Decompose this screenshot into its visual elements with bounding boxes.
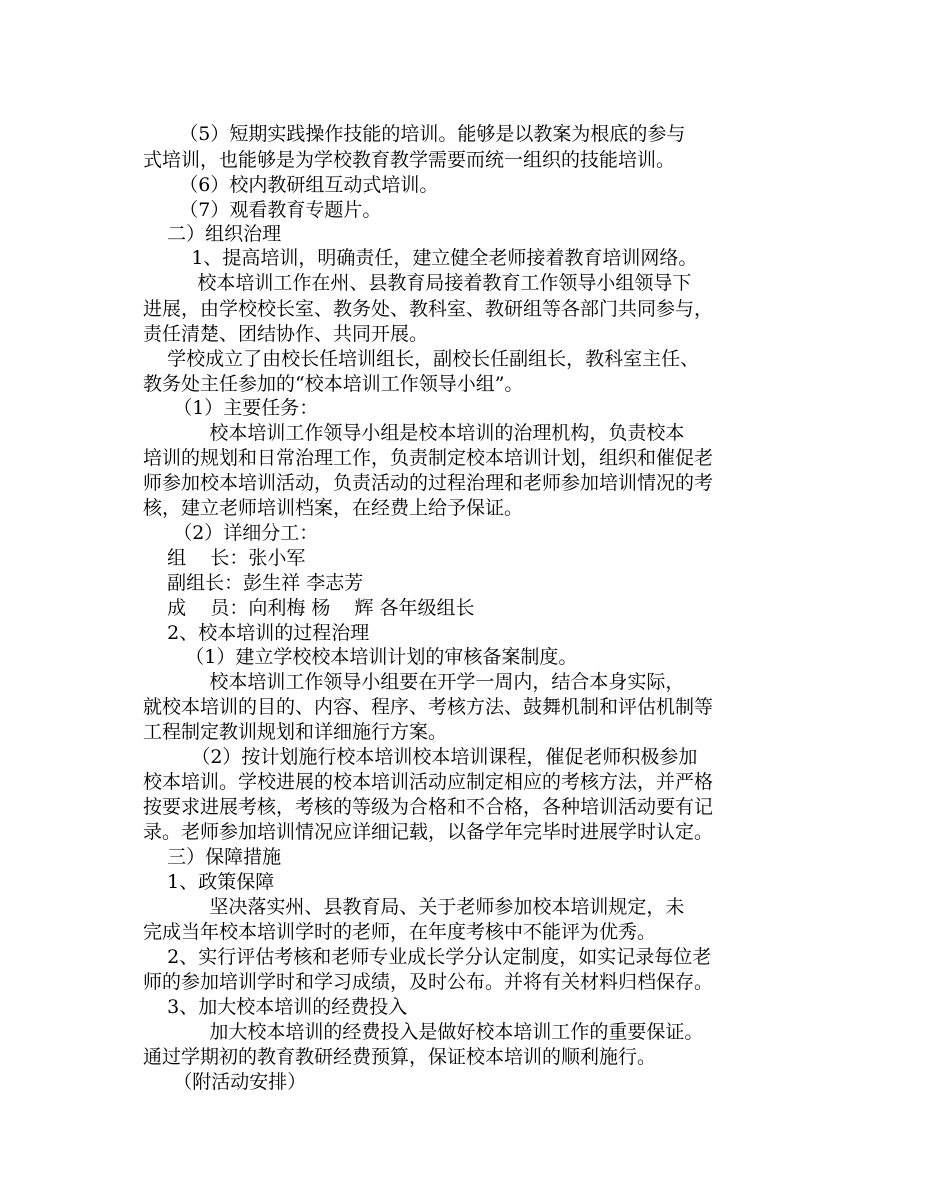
subsection-heading: （1）主要任务： [143, 397, 319, 419]
text-line: 加大校本培训的经费投入是做好校本培训工作的重要保证。 [143, 1021, 704, 1043]
text-line: 核，建立老师培训档案，在经费上给予保证。 [143, 497, 524, 519]
text-line: （2）按计划施行校本培训校本培训课程，催促老师积极参加 [143, 746, 698, 768]
text-line: 完成当年校本培训学时的老师，在年度考核中不能评为优秀。 [143, 921, 657, 943]
text-line: 1、提高培训，明确责任，建立健全老师接着教育培训网络。 [143, 247, 698, 269]
text-line: 录。老师参加培训情况应详细记载，以备学年完毕时进展学时认定。 [143, 821, 714, 843]
text-line: 工程制定教训规划和详细施行方案。 [143, 721, 448, 743]
text-line: （5）短期实践操作技能的培训。能够是以教案为根底的参与 [143, 123, 686, 145]
text-line: 校本培训。学校进展的校本培训活动应制定相应的考核方法，并严格 [143, 771, 714, 793]
text-line: 成 员：向利梅 杨 辉 各年级组长 [143, 597, 475, 619]
text-line: （1）建立学校校本培训计划的审核备案制度。 [143, 646, 578, 668]
text-line: 2、实行评估考核和老师专业成长学分认定制度，如实记录每位老 [143, 946, 712, 968]
text-line: 进展，由学校校长室、教务处、教科室、教研组等各部门共同参与， [143, 298, 714, 320]
text-line: （7）观看教育专题片。 [143, 199, 382, 221]
text-line: （6）校内教研组互动式培训。 [143, 174, 439, 196]
text-line: 副组长：彭生祥 李志芳 [143, 572, 364, 594]
text-line: 师的参加培训学时和学习成绩，及时公布。并将有关材料归档保存。 [143, 971, 714, 993]
text-line: 就校本培训的目的、内容、程序、考核方法、鼓舞机制和评估机制等 [143, 696, 714, 718]
text-line: 通过学期初的教育教研经费预算，保证校本培训的顺利施行。 [143, 1046, 657, 1068]
text-line: 按要求进展考核，考核的等级为合格和不合格，各种培训活动要有记 [143, 796, 714, 818]
subsection-heading: （2）详细分工： [143, 522, 319, 544]
text-line: 组 长：张小军 [143, 547, 306, 569]
text-line: 学校成立了由校长任培训组长，副校长任副组长，教科室主任、 [143, 348, 700, 370]
text-line: 教务处主任参加的“校本培训工作领导小组”。 [143, 373, 524, 395]
text-line: 校本培训工作领导小组要在开学一周内，结合本身实际， [143, 671, 685, 693]
appendix-note: （附活动安排） [143, 1071, 307, 1093]
text-line: 3、加大校本培训的经费投入 [143, 996, 408, 1018]
text-line: 1、政策保障 [143, 871, 275, 893]
text-line: 校本培训工作领导小组是校本培训的治理机构，负责校本 [143, 422, 685, 444]
text-line: 培训的规划和日常治理工作，负责制定校本培训计划，组织和催促老 [143, 447, 714, 469]
text-line: 校本培训工作在州、县教育局接着教育工作领导小组领导下 [143, 272, 692, 294]
text-line: 师参加校本培训活动，负责活动的过程治理和老师参加培训情况的考 [143, 472, 714, 494]
section-heading: 二）组织治理 [143, 223, 282, 245]
text-line: 责任清楚、团结协作、共同开展。 [143, 323, 429, 345]
text-line: 坚决落实州、县教育局、关于老师参加校本培训规定，未 [143, 896, 685, 918]
section-heading: 三）保障措施 [143, 846, 282, 868]
text-line: 式培训，也能够是为学校教育教学需要而统一组织的技能培训。 [143, 149, 676, 171]
text-line: 2、校本培训的过程治理 [143, 622, 370, 644]
